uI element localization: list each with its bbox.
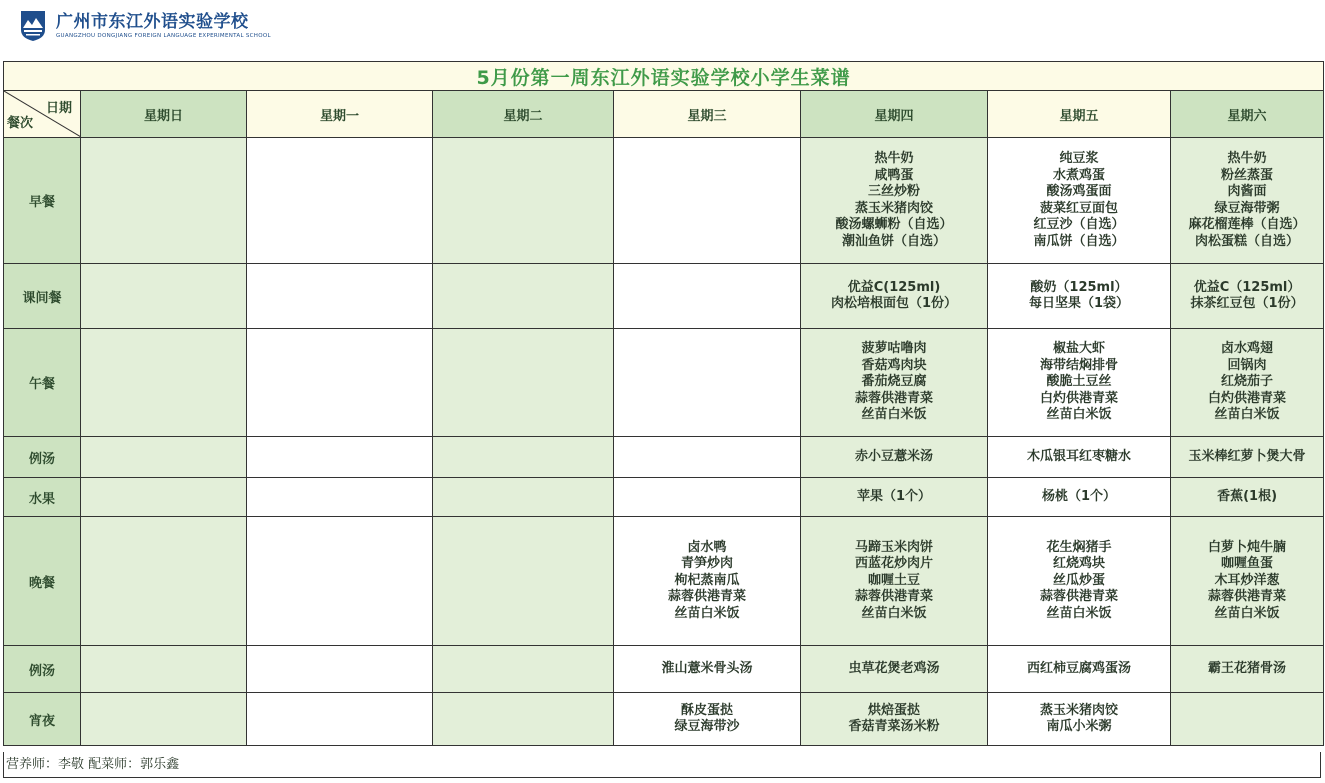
dish-item: 抹茶红豆包（1份） xyxy=(1190,296,1304,311)
menu-cell xyxy=(433,138,614,264)
meal-label: 水果 xyxy=(4,478,81,517)
menu-cell xyxy=(988,138,1171,264)
dish-item: 丝苗白米饭 xyxy=(861,605,927,621)
menu-cell xyxy=(801,329,988,437)
meal-row xyxy=(4,138,1324,264)
dish-item: 白灼供港青菜 xyxy=(1208,390,1287,406)
menu-cell xyxy=(81,693,247,746)
dish-item: 马蹄玉米肉饼 xyxy=(854,539,933,555)
menu-cell xyxy=(247,437,433,478)
dish-item: 枸杞蒸南瓜 xyxy=(674,572,740,588)
school-name-en: GUANGZHOU DONGJIANG FOREIGN LANGUAGE EXPERIMENTAL SCHOOL xyxy=(56,33,271,39)
dish-item: 木耳炒洋葱 xyxy=(1214,572,1280,588)
menu-cell xyxy=(81,138,247,264)
menu-cell xyxy=(81,517,247,646)
dish-item: 酸脆土豆丝 xyxy=(1046,374,1112,390)
menu-cell xyxy=(614,329,801,437)
menu-cell xyxy=(247,138,433,264)
menu-cell xyxy=(433,517,614,646)
meal-label: 例汤 xyxy=(4,646,81,693)
menu-cell xyxy=(801,264,988,329)
menu-cell xyxy=(614,138,801,264)
dish-item: 咖喱鱼蛋 xyxy=(1221,556,1274,572)
menu-cell xyxy=(801,138,988,264)
meal-row xyxy=(4,646,1324,693)
school-name: 广州市东江外语实验学校 xyxy=(56,12,249,32)
menu-cell xyxy=(614,478,801,517)
meal-label: 宵夜 xyxy=(4,693,81,746)
dish-item: 麻花榴莲棒（自选） xyxy=(1188,217,1306,232)
dish-item: 烘焙蛋挞 xyxy=(867,702,920,718)
meal-row xyxy=(4,517,1324,646)
dish-item: 卤水鸡翅 xyxy=(1221,341,1274,357)
day-header: 星期五 xyxy=(988,91,1171,138)
dish-item: 卤水鸭 xyxy=(687,539,727,555)
dish-item: 蒸玉米猪肉饺 xyxy=(1039,702,1118,718)
menu-cell xyxy=(1171,437,1324,478)
dish-item: 木瓜银耳红枣糖水 xyxy=(1026,448,1131,464)
dish-item: 蒜蓉供港青菜 xyxy=(1208,589,1287,605)
dish-item: 肉酱面 xyxy=(1227,184,1267,199)
dish-item: 肉松蛋糕（自选） xyxy=(1195,233,1300,249)
dish-item: 红烧茄子 xyxy=(1221,374,1274,390)
school-name-block xyxy=(56,12,271,40)
dish-item: 肉松培根面包（1份） xyxy=(830,296,958,311)
day-header: 星期三 xyxy=(614,91,801,138)
dish-item: 白灼供港青菜 xyxy=(1039,390,1118,406)
menu-cell xyxy=(247,646,433,693)
dish-item: 海带结焖排骨 xyxy=(1039,357,1118,373)
dish-item: 绿豆海带沙 xyxy=(674,719,740,734)
dish-item: 西红柿豆腐鸡蛋汤 xyxy=(1026,660,1131,676)
dish-item: 丝苗白米饭 xyxy=(861,407,927,423)
dish-item: 菠萝咕噜肉 xyxy=(861,341,927,357)
dish-item: 丝苗白米饭 xyxy=(1046,407,1112,423)
dish-item: 酸奶（125ml） xyxy=(1030,279,1128,295)
menu-cell xyxy=(247,517,433,646)
dish-item: 丝苗白米饭 xyxy=(1046,605,1112,621)
menu-cell xyxy=(81,264,247,329)
menu-cell xyxy=(1171,646,1324,693)
dish-item: 酸汤螺蛳粉（自选） xyxy=(835,217,953,232)
menu-cell xyxy=(1171,478,1324,517)
meal-row xyxy=(4,329,1324,437)
dish-item: 白萝卜炖牛腩 xyxy=(1208,539,1287,555)
menu-table xyxy=(3,61,1324,746)
menu-cell xyxy=(614,693,801,746)
dish-item: 番茄烧豆腐 xyxy=(861,374,927,390)
dish-item: 水煮鸡蛋 xyxy=(1052,167,1105,183)
menu-cell xyxy=(988,264,1171,329)
meal-row xyxy=(4,478,1324,517)
menu-cell xyxy=(247,693,433,746)
dish-item: 丝苗白米饭 xyxy=(1214,605,1280,621)
menu-cell xyxy=(433,646,614,693)
menu-cell xyxy=(81,646,247,693)
meal-label: 例汤 xyxy=(4,437,81,478)
dish-item: 玉米棒红萝卜煲大骨 xyxy=(1188,448,1306,464)
menu-cell xyxy=(433,329,614,437)
dish-item: 粉丝蒸蛋 xyxy=(1221,167,1274,183)
menu-cell xyxy=(988,693,1171,746)
menu-cell xyxy=(1171,329,1324,437)
dish-item: 苹果（1个） xyxy=(856,488,932,504)
menu-cell xyxy=(988,329,1171,437)
dish-item: 回锅肉 xyxy=(1227,357,1267,373)
meal-label: 课间餐 xyxy=(4,264,81,329)
dish-item: 咖喱土豆 xyxy=(867,572,920,588)
menu-cell xyxy=(433,264,614,329)
dish-item: 优益C（125ml） xyxy=(1193,279,1301,295)
dish-item: 优益C(125ml) xyxy=(847,279,941,295)
meal-row xyxy=(4,264,1324,329)
menu-cell xyxy=(433,478,614,517)
meal-label: 晚餐 xyxy=(4,517,81,646)
dish-item: 香蕉(1根) xyxy=(1217,488,1278,504)
menu-cell xyxy=(81,478,247,517)
dish-item: 香菇青菜汤米粉 xyxy=(848,719,940,734)
dish-item: 咸鸭蛋 xyxy=(874,167,914,183)
dish-item: 丝苗白米饭 xyxy=(674,605,740,621)
corner-meal-label: 餐次 xyxy=(7,116,34,131)
dish-item: 霸王花猪骨汤 xyxy=(1208,660,1287,676)
menu-cell xyxy=(614,264,801,329)
meal-label: 午餐 xyxy=(4,329,81,437)
school-header xyxy=(20,8,271,44)
menu-cell xyxy=(801,437,988,478)
dish-item: 赤小豆薏米汤 xyxy=(854,448,933,464)
dish-item: 丝苗白米饭 xyxy=(1214,407,1280,423)
menu-cell xyxy=(81,329,247,437)
day-header: 星期四 xyxy=(801,91,988,138)
footer-staff: 营养师：李敬 配菜师：郭乐鑫 xyxy=(3,752,1321,778)
menu-cell xyxy=(801,646,988,693)
dish-item: 西蓝花炒肉片 xyxy=(854,556,933,572)
meal-label: 早餐 xyxy=(4,138,81,264)
menu-cell xyxy=(801,693,988,746)
menu-title: 5月份第一周东江外语实验学校小学生菜谱 xyxy=(4,62,1324,91)
dish-item: 绿豆海带粥 xyxy=(1214,200,1280,216)
dish-item: 三丝炒粉 xyxy=(867,184,920,199)
dish-item: 菠菜红豆面包 xyxy=(1039,200,1118,216)
menu-cell xyxy=(1171,693,1324,746)
dish-item: 红豆沙（自选） xyxy=(1033,217,1125,232)
menu-cell xyxy=(247,264,433,329)
dish-item: 杨桃（1个） xyxy=(1041,488,1117,504)
dish-item: 淮山薏米骨头汤 xyxy=(661,660,753,676)
day-header: 星期六 xyxy=(1171,91,1324,138)
dish-item: 花生焖猪手 xyxy=(1046,539,1112,555)
dish-item: 蒸玉米猪肉饺 xyxy=(854,200,933,216)
menu-cell xyxy=(1171,138,1324,264)
dish-item: 蒜蓉供港青菜 xyxy=(854,589,933,605)
menu-cell xyxy=(433,693,614,746)
dish-item: 蒜蓉供港青菜 xyxy=(1039,589,1118,605)
menu-cell xyxy=(614,517,801,646)
menu-cell xyxy=(988,517,1171,646)
menu-cell xyxy=(801,517,988,646)
dish-item: 南瓜小米粥 xyxy=(1046,719,1112,734)
menu-cell xyxy=(247,329,433,437)
meal-row xyxy=(4,693,1324,746)
menu-cell xyxy=(614,437,801,478)
day-header: 星期二 xyxy=(433,91,614,138)
dish-item: 每日坚果（1袋） xyxy=(1028,296,1130,311)
menu-cell xyxy=(988,646,1171,693)
day-header: 星期一 xyxy=(247,91,433,138)
corner-cell xyxy=(4,91,81,138)
dish-item: 丝瓜炒蛋 xyxy=(1052,572,1105,588)
day-header: 星期日 xyxy=(81,91,247,138)
dish-item: 香菇鸡肉块 xyxy=(861,357,927,373)
dish-item: 热牛奶 xyxy=(874,151,914,166)
menu-cell xyxy=(81,437,247,478)
dish-item: 青笋炒肉 xyxy=(680,556,733,572)
menu-cell xyxy=(247,478,433,517)
menu-cell xyxy=(988,437,1171,478)
menu-cell xyxy=(433,437,614,478)
dish-item: 虫草花煲老鸡汤 xyxy=(848,660,940,676)
dish-item: 潮汕鱼饼（自选） xyxy=(841,233,946,249)
corner-date-label: 日期 xyxy=(45,101,72,116)
meal-row xyxy=(4,437,1324,478)
menu-cell xyxy=(801,478,988,517)
dish-item: 纯豆浆 xyxy=(1059,151,1099,166)
school-logo-icon xyxy=(20,10,46,42)
dish-item: 酥皮蛋挞 xyxy=(680,702,733,718)
dish-item: 热牛奶 xyxy=(1227,151,1267,166)
dish-item: 南瓜饼（自选） xyxy=(1033,233,1125,249)
menu-cell xyxy=(988,478,1171,517)
menu-cell xyxy=(614,646,801,693)
dish-item: 蒜蓉供港青菜 xyxy=(667,589,746,605)
dish-item: 酸汤鸡蛋面 xyxy=(1046,184,1112,199)
dish-item: 蒜蓉供港青菜 xyxy=(854,390,933,406)
dish-item: 红烧鸡块 xyxy=(1052,556,1105,572)
menu-cell xyxy=(1171,264,1324,329)
dish-item: 椒盐大虾 xyxy=(1052,341,1105,357)
menu-cell xyxy=(1171,517,1324,646)
